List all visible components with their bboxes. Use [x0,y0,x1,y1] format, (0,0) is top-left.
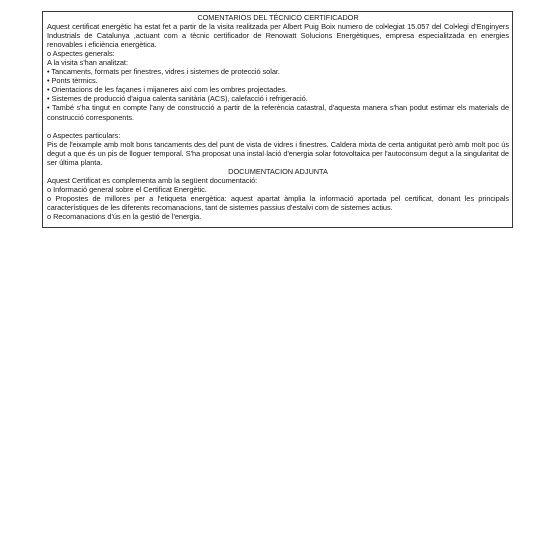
bullet-item: • Tancaments, formats per finestres, vidres i sistemes de protecció solar. [47,67,280,77]
bullet-item: • Ponts tèrmics. [47,76,98,86]
spacer [47,122,509,131]
particular-aspects-heading: o Aspectes particulars: [47,130,121,140]
particular-aspects-paragraph: Pis de l'eixample amb molt bons tancaments des del punt de vista de vidres i finestres. Caldera mixta de certa antiguitat però amb molt poc ús degut a que és un pis de lloguer temporal. S'ha proposat una instal·lació d'energia solar fotovoltaica per l'autoconsum degut a la singularitat de ser última planta. [47,139,509,167]
comments-title: COMENTARIOS DEL TÉCNICO CERTIFICADOR [197,13,359,22]
attached-intro: Aquest Certificat es complementa amb la següent documentació: [47,175,258,185]
bullet-item: • Orientacions de les façanes i mijaneres així com les ombres projectades. [47,85,288,95]
attached-item: o Informació general sobre el Certificat Energètic. [47,184,207,194]
bullet-item: • Sistemes de producció d'aigua calenta sanitària (ACS), calefacció i refrigeració. [47,94,308,104]
general-aspects-heading: o Aspectes generals: [47,49,115,59]
attached-item: o Recomanacions d'ús en la gestió de l'energia. [47,212,202,222]
visit-analysis-line: A la visita s'han analitzat: [47,58,128,68]
attached-documentation-title: DOCUMENTACION ADJUNTA [228,166,328,176]
construction-year-bullet: • També s'ha tingut en compte l'any de construcció a partir de la referència catastral, d'aquesta manera s'han podut estimar els materials de construcció corresponents. [47,103,509,122]
attached-item: o Propostes de millores per a l'etiqueta energètica: aquest apartat àmplia la informació aportada pel certificat, donant les principals característiques de les diferents recomanacions, tant de sistemes passius d'estalvi com de sistemes actius. [47,193,509,212]
intro-paragraph: Aquest certificat energètic ha estat fet a partir de la visita realitzada per Albert Puig Boix numero de col•legiat 15.057 del Col•legi d'Enginyers Industrials de Catalunya ,actuant com a tècnic certificador de Renowatt Solucions Energètiques, empresa especialitzada en energies renovables i eficiència energètica. [47,22,509,50]
technician-comments-box [42,11,513,228]
